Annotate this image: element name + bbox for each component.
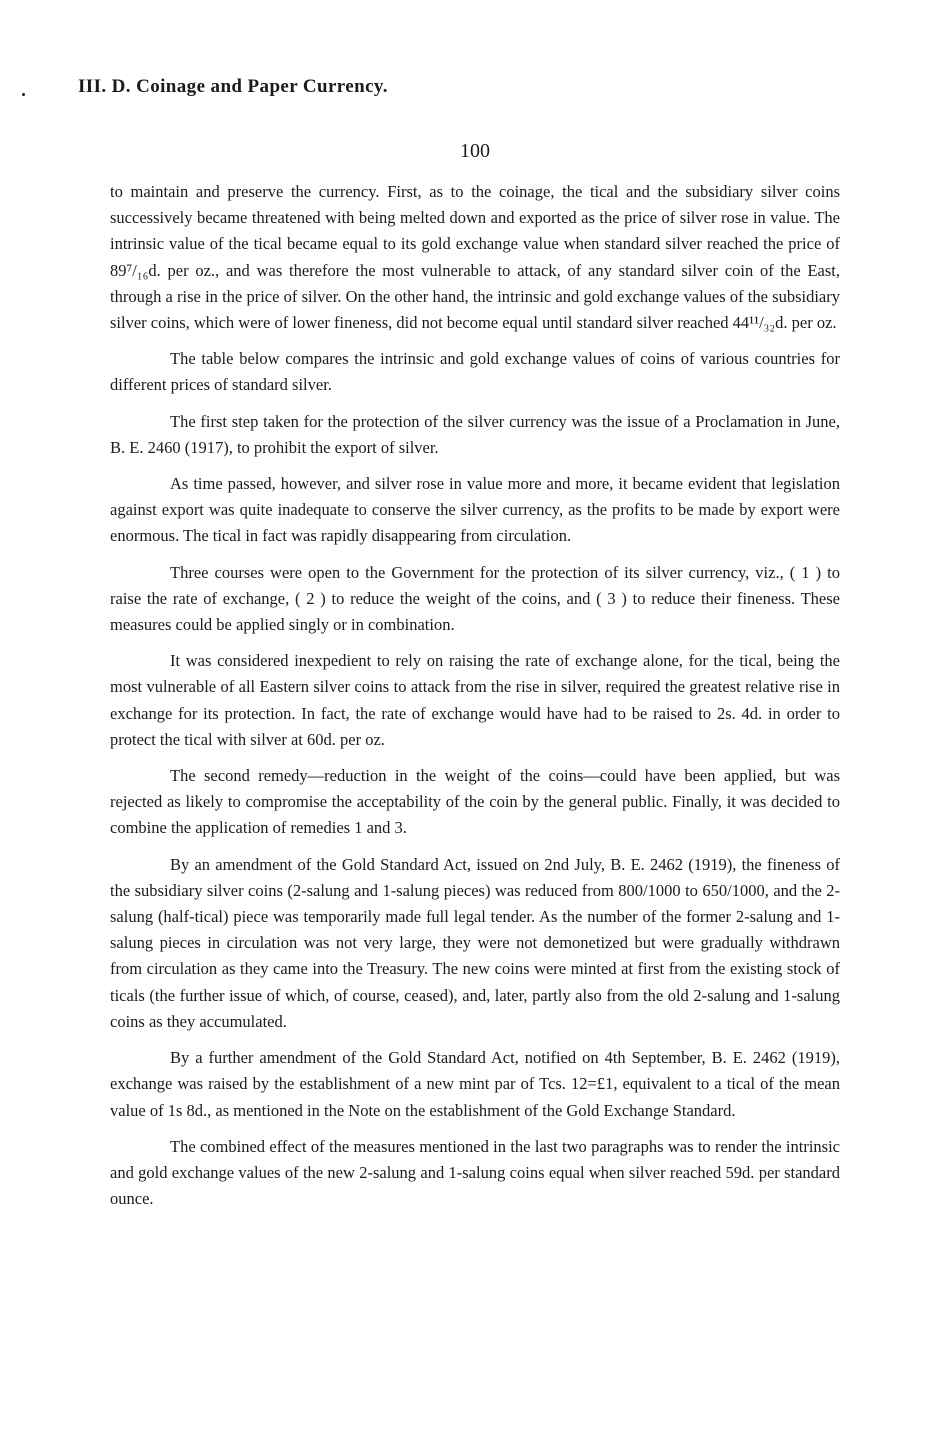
paragraph-continuation: to maintain and preserve the currency. First, as to the coinage, the tical and the subsidiary silver coins successively became threatened with being melted down and exported as the price of silver rose in value. The intrinsic value of the tical became equal to its gold exchange value when standard silver reached the price of 89⁷/₁₆d. per oz., and was therefore the most vulnerable to attack, of any standard silver coin of the East, through a rise in the price of silver. On the other hand, the intrinsic and gold exchange values of the subsidiary silver coins, which were of lower fineness, did not become equal until standard silver reached 44¹¹/₃₂d. per oz. — [110, 182, 840, 333]
paragraph-export-legislation: As time passed, however, and silver rose in value more and more, it became evident that legislation against export was quite inadequate to conserve the silver currency, as the profits to be made by export were enormous. The tical in fact was rapidly disappearing from circulation. — [110, 474, 840, 546]
body-text — [110, 179, 840, 1222]
paragraph-combined-effect: The combined effect of the measures mentioned in the last two paragraphs was to render the intrinsic and gold exchange values of the new 2-salung and 1-salung coins equal when silver reached 59d. per standard ounce. — [110, 1136, 840, 1209]
section-heading: III. D. Coinage and Paper Currency. — [78, 76, 388, 97]
paragraph-three-courses: Three courses were open to the Government for the protection of its silver currency, viz., ( 1 ) to raise the rate of exchange, ( 2 ) to reduce the weight of the coins, and ( 3 ) to reduce their fineness. These measures could be applied singly or in combination. — [110, 562, 840, 635]
page-number: 100 — [460, 140, 490, 162]
paragraph-proclamation: The first step taken for the protection of the silver currency was the issue of a Proclamation in June, B. E. 2460 (1917), to prohibit the export of silver. — [110, 411, 840, 457]
margin-mark — [22, 93, 25, 96]
paragraph-mint-par: By a further amendment of the Gold Standard Act, notified on 4th September, B. E. 2462 (1919), exchange was raised by the establishment of a new mint par of Tcs. 12=£1, equivalent to a tical of the mean value of 1s 8d., as mentioned in the Note on the establishment of the Gold Exchange Standard. — [110, 1048, 840, 1120]
paragraph-table-intro: The table below compares the intrinsic and gold exchange values of coins of various countries for different prices of standard silver. — [110, 349, 840, 395]
paragraph-second-remedy: The second remedy—reduction in the weight of the coins—could have been applied, but was rejected as likely to compromise the acceptability of the coin by the general public. Finally, it was decided to combine the application of remedies 1 and 3. — [110, 766, 840, 838]
paragraph-exchange-rate: It was considered inexpedient to rely on raising the rate of exchange alone, for the tical, being the most vulnerable of all Eastern silver coins to attack from the rise in silver, required the greatest relative rise in exchange for its protection. In fact, the rate of exchange would have had to be raised to 2s. 4d. in order to protect the tical with silver at 60d. per oz. — [110, 651, 840, 749]
paragraph-fineness-amendment: By an amendment of the Gold Standard Act, issued on 2nd July, B. E. 2462 (1919), the fineness of the subsidiary silver coins (2-salung and 1-salung pieces) was reduced from 800/1000 to 650/1000, and the 2-salung (half-tical) piece was temporarily made full legal tender. As the number of the former 2-salung and 1-salung pieces in circulation was not very large, they were not demonetized but were gradually withdrawn from circulation as they came into the Treasury. The new coins were minted at first from the existing stock of ticals (the further issue of which, of course, ceased), and, later, partly also from the old 2-salung and 1-salung coins as they accumulated. — [110, 854, 840, 1031]
